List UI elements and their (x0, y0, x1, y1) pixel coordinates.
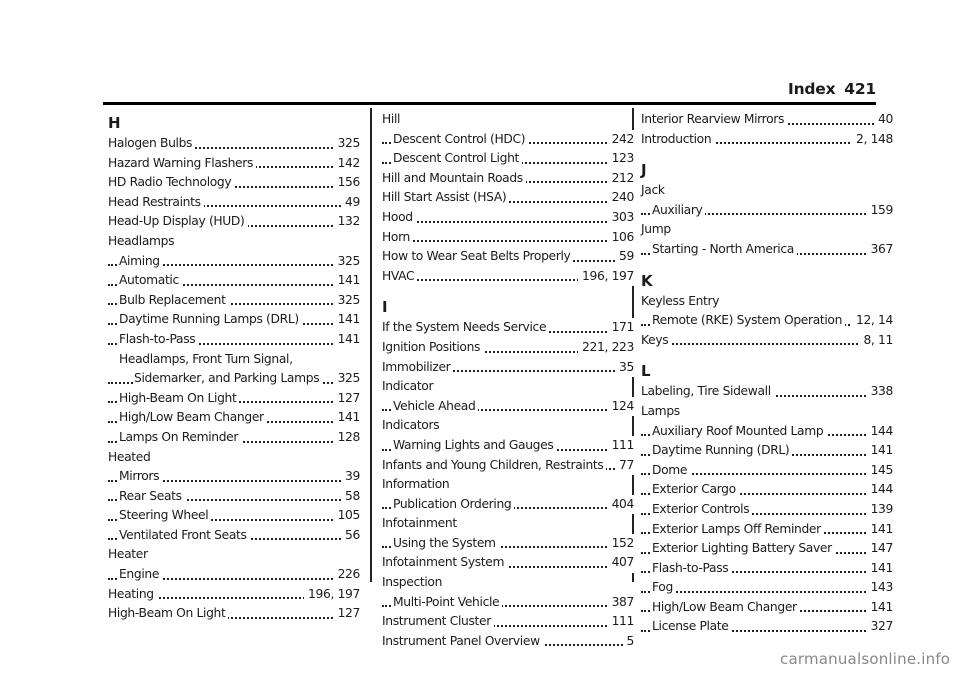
index-heading (382, 416, 634, 436)
section-gap (382, 286, 634, 294)
index-entry (108, 487, 360, 507)
index-entry (641, 201, 893, 221)
entry-page-ref: 159 (867, 201, 893, 221)
entry-page-ref: 35 (615, 358, 634, 378)
entry-label: Jack (641, 183, 668, 197)
entry-page-ref: 111 (608, 612, 634, 632)
entry-label: Horn (382, 230, 413, 244)
entry-label: Inspection (382, 575, 445, 589)
entry-label: High/Low Beam Changer (652, 600, 800, 614)
entry-page-ref: 111 (608, 436, 634, 456)
entry-label: Introduction (641, 132, 714, 146)
entry-page-ref: 139 (867, 500, 893, 520)
entry-page-ref: 132 (334, 212, 360, 232)
index-heading (641, 220, 893, 240)
index-entry (108, 173, 360, 193)
entry-page-ref: 325 (334, 252, 360, 272)
index-entry (382, 188, 634, 208)
leader-dots (641, 343, 893, 345)
index-entry (382, 318, 634, 338)
entry-label: Daytime Running (DRL) (652, 443, 792, 457)
entry-page-ref: 141 (867, 598, 893, 618)
index-entry (382, 247, 634, 267)
entry-label: High-Beam On Light (119, 391, 239, 405)
entry-label: Auxiliary Roof Mounted Lamp (652, 424, 826, 438)
index-entry (641, 539, 893, 559)
entry-label: Flash-to-Pass (652, 561, 731, 575)
entry-page-ref: 56 (341, 526, 360, 546)
entry-label: Keys (641, 333, 671, 347)
index-heading (382, 377, 634, 397)
page-number: 421 (844, 80, 876, 98)
index-entry (641, 461, 893, 481)
index-entry (641, 382, 893, 402)
entry-page-ref: 141 (867, 441, 893, 461)
entry-page-ref: 144 (867, 480, 893, 500)
entry-page-ref: 77 (615, 456, 634, 476)
entry-label: Rear Seats (119, 489, 185, 503)
index-entry (108, 212, 360, 232)
entry-label: Daytime Running Lamps (DRL) (119, 312, 302, 326)
entry-page-ref: 242 (608, 130, 634, 150)
entry-label: Using the System (393, 536, 499, 550)
entry-page-ref: 58 (341, 487, 360, 507)
entry-label: High-Beam On Light (108, 606, 228, 620)
index-entry (641, 578, 893, 598)
index-entry (641, 441, 893, 461)
entry-page-ref: 12, 14 (852, 311, 893, 331)
index-entry (641, 500, 893, 520)
section-letter: L (641, 362, 651, 381)
entry-label: Mirrors (119, 469, 162, 483)
entry-label: Fog (652, 580, 676, 594)
index-entry (382, 456, 634, 476)
entry-label: Sidemarker, and Parking Lamps (134, 371, 322, 385)
entry-label: Interior Rearview Mirrors (641, 112, 787, 126)
entry-label: Lamps (641, 404, 683, 418)
entry-label: Exterior Lamps Off Reminder (652, 522, 824, 536)
entry-label: Exterior Lighting Battery Saver (652, 541, 835, 555)
entry-page-ref: 40 (874, 110, 893, 130)
entry-label: Head-Up Display (HUD) (108, 214, 248, 228)
entry-page-ref: 226 (334, 565, 360, 585)
index-entry (382, 436, 634, 456)
index-entry (382, 267, 634, 287)
entry-page-ref: 152 (608, 534, 634, 554)
entry-label: Indicator (382, 379, 436, 393)
entry-label: Hill Start Assist (HSA) (382, 190, 509, 204)
leader-dots (382, 240, 634, 242)
entry-label: Instrument Cluster (382, 614, 494, 628)
index-entry (641, 311, 893, 331)
index-heading (641, 402, 893, 422)
index-entry (641, 130, 893, 150)
entry-page-ref: 124 (608, 397, 634, 417)
entry-page-ref: 325 (334, 134, 360, 154)
entry-label: If the System Needs Service (382, 320, 549, 334)
entry-page-ref: 143 (867, 578, 893, 598)
index-entry (108, 585, 360, 605)
header-rule (103, 102, 876, 105)
entry-label: Descent Control Light (393, 151, 522, 165)
entry-label: High/Low Beam Changer (119, 410, 267, 424)
entry-page-ref: 144 (867, 422, 893, 442)
index-entry (641, 240, 893, 260)
entry-page-ref: 196, 197 (578, 267, 634, 287)
entry-label: Hood (382, 210, 416, 224)
section-letter: I (382, 298, 388, 317)
entry-label: Aiming (119, 254, 163, 268)
entry-page-ref: 39 (341, 467, 360, 487)
entry-label: Remote (RKE) System Operation (652, 313, 845, 327)
index-entry (108, 369, 360, 389)
index-entry (641, 559, 893, 579)
entry-page-ref: 141 (334, 271, 360, 291)
entry-label: Vehicle Ahead (393, 399, 478, 413)
index-entry (641, 422, 893, 442)
entry-label: How to Wear Seat Belts Properly (382, 249, 573, 263)
watermark: carmanualsonline.info (780, 650, 951, 668)
index-entry (382, 612, 634, 632)
entry-page-ref: 142 (334, 154, 360, 174)
index-entry (382, 593, 634, 613)
section-gap (641, 350, 893, 358)
entry-page-ref: 404 (608, 495, 634, 515)
entry-label: Exterior Controls (652, 502, 752, 516)
entry-label: Heated (108, 450, 153, 464)
index-entry (382, 553, 634, 573)
entry-page-ref: 221, 223 (578, 338, 634, 358)
entry-label: Ventilated Front Seats (119, 528, 250, 542)
index-entry (108, 134, 360, 154)
entry-page-ref: 147 (867, 539, 893, 559)
entry-page-ref: 127 (334, 389, 360, 409)
entry-page-ref: 338 (867, 382, 893, 402)
entry-label: HVAC (382, 269, 417, 283)
entry-page-ref: 49 (341, 193, 360, 213)
index-entry (108, 526, 360, 546)
index-entry (108, 565, 360, 585)
index-entry (108, 428, 360, 448)
index-entry (382, 130, 634, 150)
entry-label: Head Restraints (108, 195, 204, 209)
index-heading (382, 475, 634, 495)
entry-page-ref: 325 (334, 291, 360, 311)
entry-label: Bulb Replacement (119, 293, 229, 307)
page-title: Index (788, 80, 836, 98)
index-entry (382, 358, 634, 378)
section-letter: J (641, 161, 647, 180)
entry-label: Indicators (382, 418, 442, 432)
index-entry (108, 154, 360, 174)
entry-label: Automatic (119, 273, 182, 287)
index-entry (382, 534, 634, 554)
entry-label: Hazard Warning Flashers (108, 156, 256, 170)
leader-dots (641, 591, 893, 593)
index-entry (641, 520, 893, 540)
entry-page-ref: 141 (334, 310, 360, 330)
entry-label: Lamps On Reminder (119, 430, 241, 444)
index-column-2 (382, 110, 634, 651)
entry-label: Publication Ordering (393, 497, 514, 511)
index-entry (382, 149, 634, 169)
entry-label: Headlamps (108, 234, 177, 248)
index-entry (382, 208, 634, 228)
entry-page-ref: 196, 197 (304, 585, 360, 605)
index-entry (108, 193, 360, 213)
entry-label: Keyless Entry (641, 294, 722, 308)
entry-page-ref: 141 (867, 520, 893, 540)
entry-page-ref: 106 (608, 228, 634, 248)
entry-page-ref: 105 (334, 506, 360, 526)
entry-page-ref: 407 (608, 553, 634, 573)
index-entry (641, 598, 893, 618)
index-entry (108, 310, 360, 330)
entry-page-ref: 327 (867, 617, 893, 637)
page-header (788, 80, 876, 102)
entry-label: HD Radio Technology (108, 175, 234, 189)
leader-dots (382, 221, 634, 223)
entry-label: License Plate (652, 619, 731, 633)
index-entry (108, 291, 360, 311)
index-column-3 (641, 110, 893, 637)
entry-label: Warning Lights and Gauges (393, 438, 556, 452)
entry-label: Infotainment (382, 516, 460, 530)
index-heading (641, 181, 893, 201)
entry-page-ref: 141 (867, 559, 893, 579)
entry-page-ref: 128 (334, 428, 360, 448)
index-entry (382, 338, 634, 358)
index-heading (382, 514, 634, 534)
index-heading (108, 232, 360, 252)
entry-label: Descent Control (HDC) (393, 132, 528, 146)
index-entry (108, 389, 360, 409)
index-entry (382, 397, 634, 417)
section-gap (641, 260, 893, 268)
index-entry (108, 467, 360, 487)
index-heading (108, 448, 360, 468)
entry-page-ref: 145 (867, 461, 893, 481)
index-heading (382, 573, 634, 593)
entry-label: Halogen Bulbs (108, 136, 195, 150)
index-entry (382, 495, 634, 515)
index-entry (108, 604, 360, 624)
section-letter: K (641, 271, 653, 290)
entry-page-ref: 387 (608, 593, 634, 613)
column-divider (370, 108, 372, 582)
entry-page-ref: 5 (623, 632, 634, 652)
index-entry (641, 110, 893, 130)
entry-page-ref: 141 (334, 408, 360, 428)
entry-page-ref: 325 (334, 369, 360, 389)
entry-label: Engine (119, 567, 162, 581)
entry-label: Exterior Cargo (652, 482, 739, 496)
section-gap (641, 149, 893, 157)
index-entry (108, 506, 360, 526)
index-heading (382, 110, 634, 130)
index-heading (108, 350, 360, 370)
entry-label: Starting - North America (652, 242, 797, 256)
entry-label: Infants and Young Children, Restraints (382, 458, 606, 472)
entry-page-ref: 240 (608, 188, 634, 208)
entry-label: Instrument Panel Overview (382, 634, 543, 648)
entry-page-ref: 367 (867, 240, 893, 260)
entry-label: Infotainment System (382, 555, 507, 569)
index-entry (108, 271, 360, 291)
entry-label: Heater (108, 547, 151, 561)
entry-page-ref: 127 (334, 604, 360, 624)
entry-label: Jump (641, 222, 674, 236)
index-entry (382, 228, 634, 248)
index-entry (382, 169, 634, 189)
entry-label: Information (382, 477, 452, 491)
entry-label: Hill (382, 112, 403, 126)
entry-page-ref: 8, 11 (859, 331, 893, 351)
entry-page-ref: 123 (608, 149, 634, 169)
entry-page-ref: 59 (615, 247, 634, 267)
entry-label: Dome (652, 463, 690, 477)
entry-page-ref: 303 (608, 208, 634, 228)
index-entry (641, 331, 893, 351)
index-entry (641, 480, 893, 500)
entry-page-ref: 2, 148 (852, 130, 893, 150)
entry-label: Labeling, Tire Sidewall (641, 384, 774, 398)
index-heading (108, 545, 360, 565)
entry-label: Ignition Positions (382, 340, 483, 354)
index-entry (108, 252, 360, 272)
index-entry (108, 408, 360, 428)
entry-page-ref: 171 (608, 318, 634, 338)
entry-label: Auxiliary (652, 203, 705, 217)
entry-label: Hill and Mountain Roads (382, 171, 526, 185)
entry-label: Headlamps, Front Turn Signal, (119, 352, 296, 366)
index-column-1 (108, 110, 360, 624)
entry-page-ref: 212 (608, 169, 634, 189)
entry-label: Steering Wheel (119, 508, 211, 522)
entry-label: Flash-to-Pass (119, 332, 198, 346)
index-entry (108, 330, 360, 350)
index-entry (641, 617, 893, 637)
entry-page-ref: 141 (334, 330, 360, 350)
section-letter: H (108, 114, 121, 132)
index-entry (382, 632, 634, 652)
entry-label: Heating (108, 587, 157, 601)
index-heading (641, 292, 893, 312)
entry-page-ref: 156 (334, 173, 360, 193)
entry-label: Multi-Point Vehicle (393, 595, 502, 609)
entry-label: Immobilizer (382, 360, 453, 374)
